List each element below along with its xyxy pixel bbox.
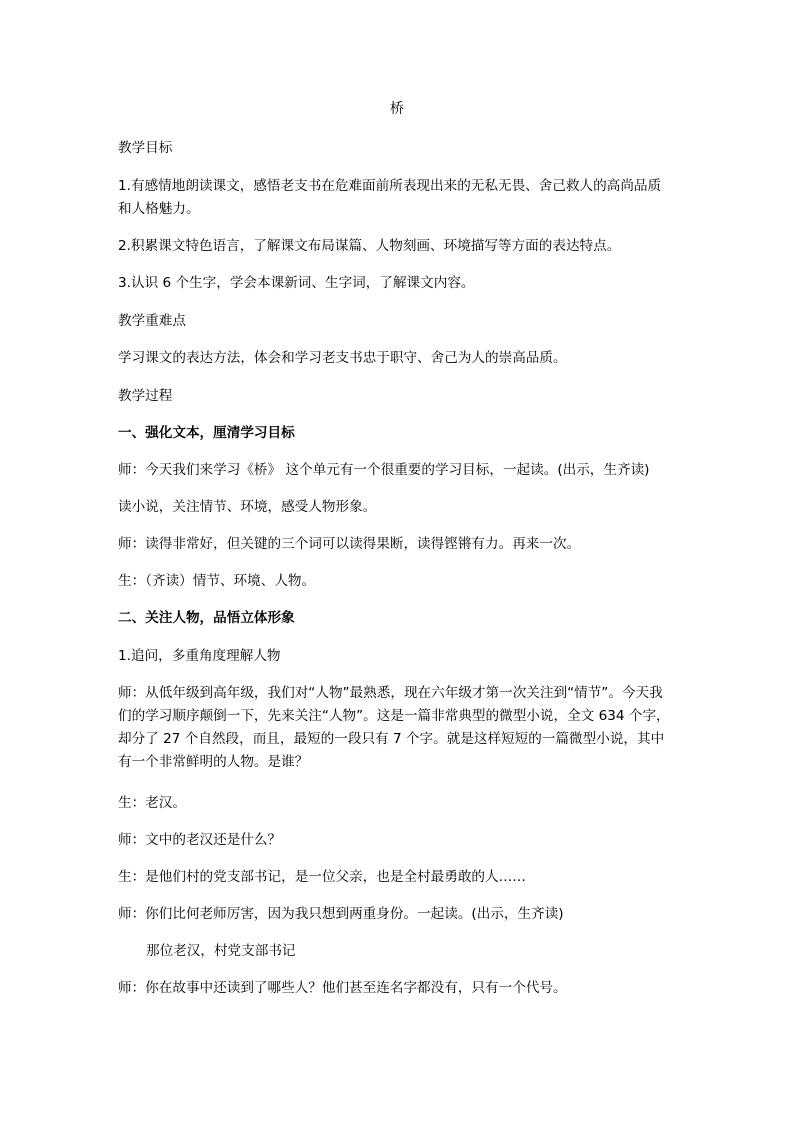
goal-1-line-1: 1.有感情地朗读课文，感悟老支书在危难面前所表现出来的无私无畏、舍己救人的高尚品质 [118, 178, 662, 194]
teacher-paragraph-line-4: 有一个非常鲜明的人物。是谁？ [118, 754, 309, 770]
teacher-paragraph-line-2: 们的学习顺序颠倒一下，先来关注“人物”。这是一篇非常典型的微型小说，全文 634 个字， [118, 708, 670, 724]
student-line-2: 生：老汉。 [118, 795, 186, 811]
teacher-line-5: 师：你在故事中还读到了哪些人？他们甚至连名字都没有，只有一个代号。 [118, 980, 567, 996]
display-line: 那位老汉，村党支部书记 [146, 943, 296, 959]
subheading-part-1: 一、强化文本，厘清学习目标 [118, 425, 295, 441]
teacher-line-3: 师：文中的老汉还是什么？ [118, 832, 282, 848]
section-heading-process: 教学过程 [118, 388, 173, 404]
goal-2: 2.积累课文特色语言，了解课文布局谋篇、人物刻画、环境描写等方面的表达特点。 [118, 238, 621, 254]
teacher-line-4: 师：你们比何老师厉害，因为我只想到两重身份。一起读。(出示，生齐读) [118, 906, 564, 922]
section-heading-key-points: 教学重难点 [118, 313, 186, 329]
subheading-part-2-1: 1.追问，多重角度理解人物 [118, 648, 281, 664]
teacher-line-1: 师：今天我们来学习《桥》 这个单元有一个很重要的学习目标，一起读。(出示，生齐读) [118, 462, 650, 478]
teacher-line-2: 师：读得非常好，但关键的三个词可以读得果断，读得铿锵有力。再来一次。 [118, 536, 581, 552]
document-title: 桥 [390, 101, 404, 117]
goal-3: 3.认识 6 个生字，学会本课新词、生字词，了解课文内容。 [118, 275, 475, 291]
key-points-text: 学习课文的表达方法，体会和学习老支书忠于职守、舍己为人的崇高品质。 [118, 350, 567, 366]
goal-1-line-2: 和人格魅力。 [118, 201, 200, 217]
teacher-paragraph-line-1: 师：从低年级到高年级，我们对“人物”最熟悉，现在六年级才第一次关注到“情节”。今天我 [118, 685, 663, 701]
reading-goal-line: 读小说，关注情节、环境，感受人物形象。 [118, 499, 377, 515]
subheading-part-2: 二、关注人物，品悟立体形象 [118, 610, 295, 626]
student-line-1: 生：（齐读）情节、环境、人物。 [118, 573, 316, 589]
section-heading-goals: 教学目标 [118, 140, 173, 156]
student-line-3: 生：是他们村的党支部书记，是一位父亲，也是全村最勇敢的人…… [118, 869, 526, 885]
teacher-paragraph-line-3: 却分了 27 个自然段，而且，最短的一段只有 7 个字。就是这样短短的一篇微型小说，其中 [118, 731, 665, 747]
